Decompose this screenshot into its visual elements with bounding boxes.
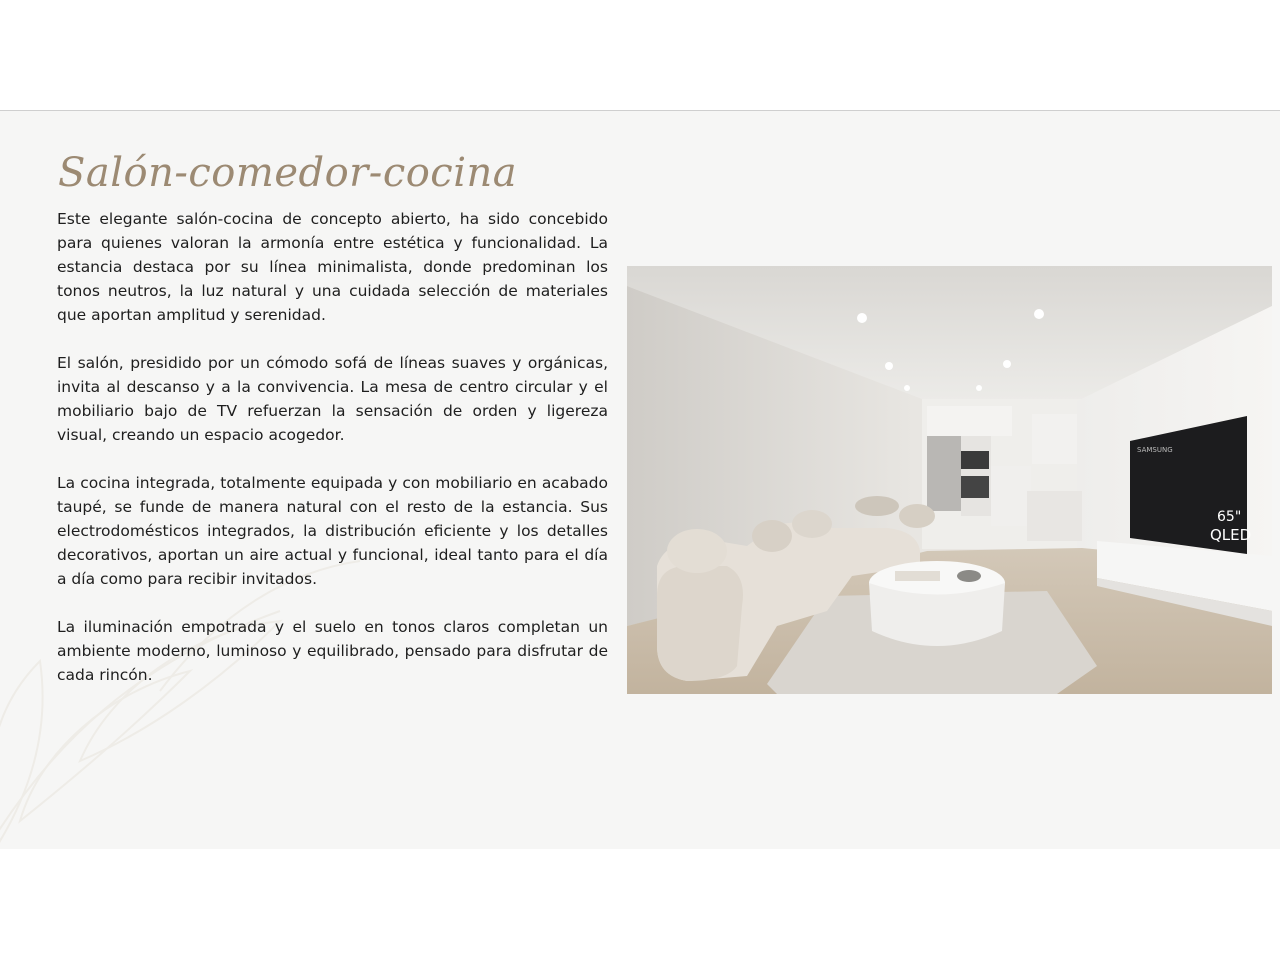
paragraph-kitchen: La cocina integrada, totalmente equipada y con mobiliario en acabado taupé, se funde de manera natural con el resto de la estancia. Sus electrodomésticos integrados, la distribución eficiente y los detalles decorativos, aportan un aire actual y funcional, ideal tanto para el día a día como para recibir invitados. <box>57 474 608 588</box>
tv-brand-label: SAMSUNG <box>1137 446 1173 454</box>
paragraph-living-room: El salón, presidido por un cómodo sofá de líneas suaves y orgánicas, invita al descanso y a la convivencia. La mesa de centro circular y el mobiliario bajo de TV refuerzan la sensación de orden y ligereza visual, creando un espacio acogedor. <box>57 354 608 444</box>
tv-model-label: QLED <box>1210 526 1252 544</box>
slide-panel <box>0 111 1280 849</box>
paragraph-intro: Este elegante salón-cocina de concepto abierto, ha sido concebido para quienes valoran la armonía entre estética y funcionalidad. La estancia destaca por su línea minimalista, donde predominan los tonos neutros, la luz natural y una cuidada selección de materiales que aportan amplitud y serenidad. <box>57 210 608 324</box>
living-room-render <box>627 266 1272 694</box>
paragraph-lighting: La iluminación empotrada y el suelo en tonos claros completan un ambiente moderno, luminoso y equilibrado, pensado para disfrutar de cada rincón. <box>57 618 608 684</box>
description-text <box>57 207 608 711</box>
living-room-photo <box>627 266 1272 694</box>
tv-size-label: 65" <box>1217 509 1242 525</box>
page-title: Salón-comedor-cocina <box>58 150 518 196</box>
